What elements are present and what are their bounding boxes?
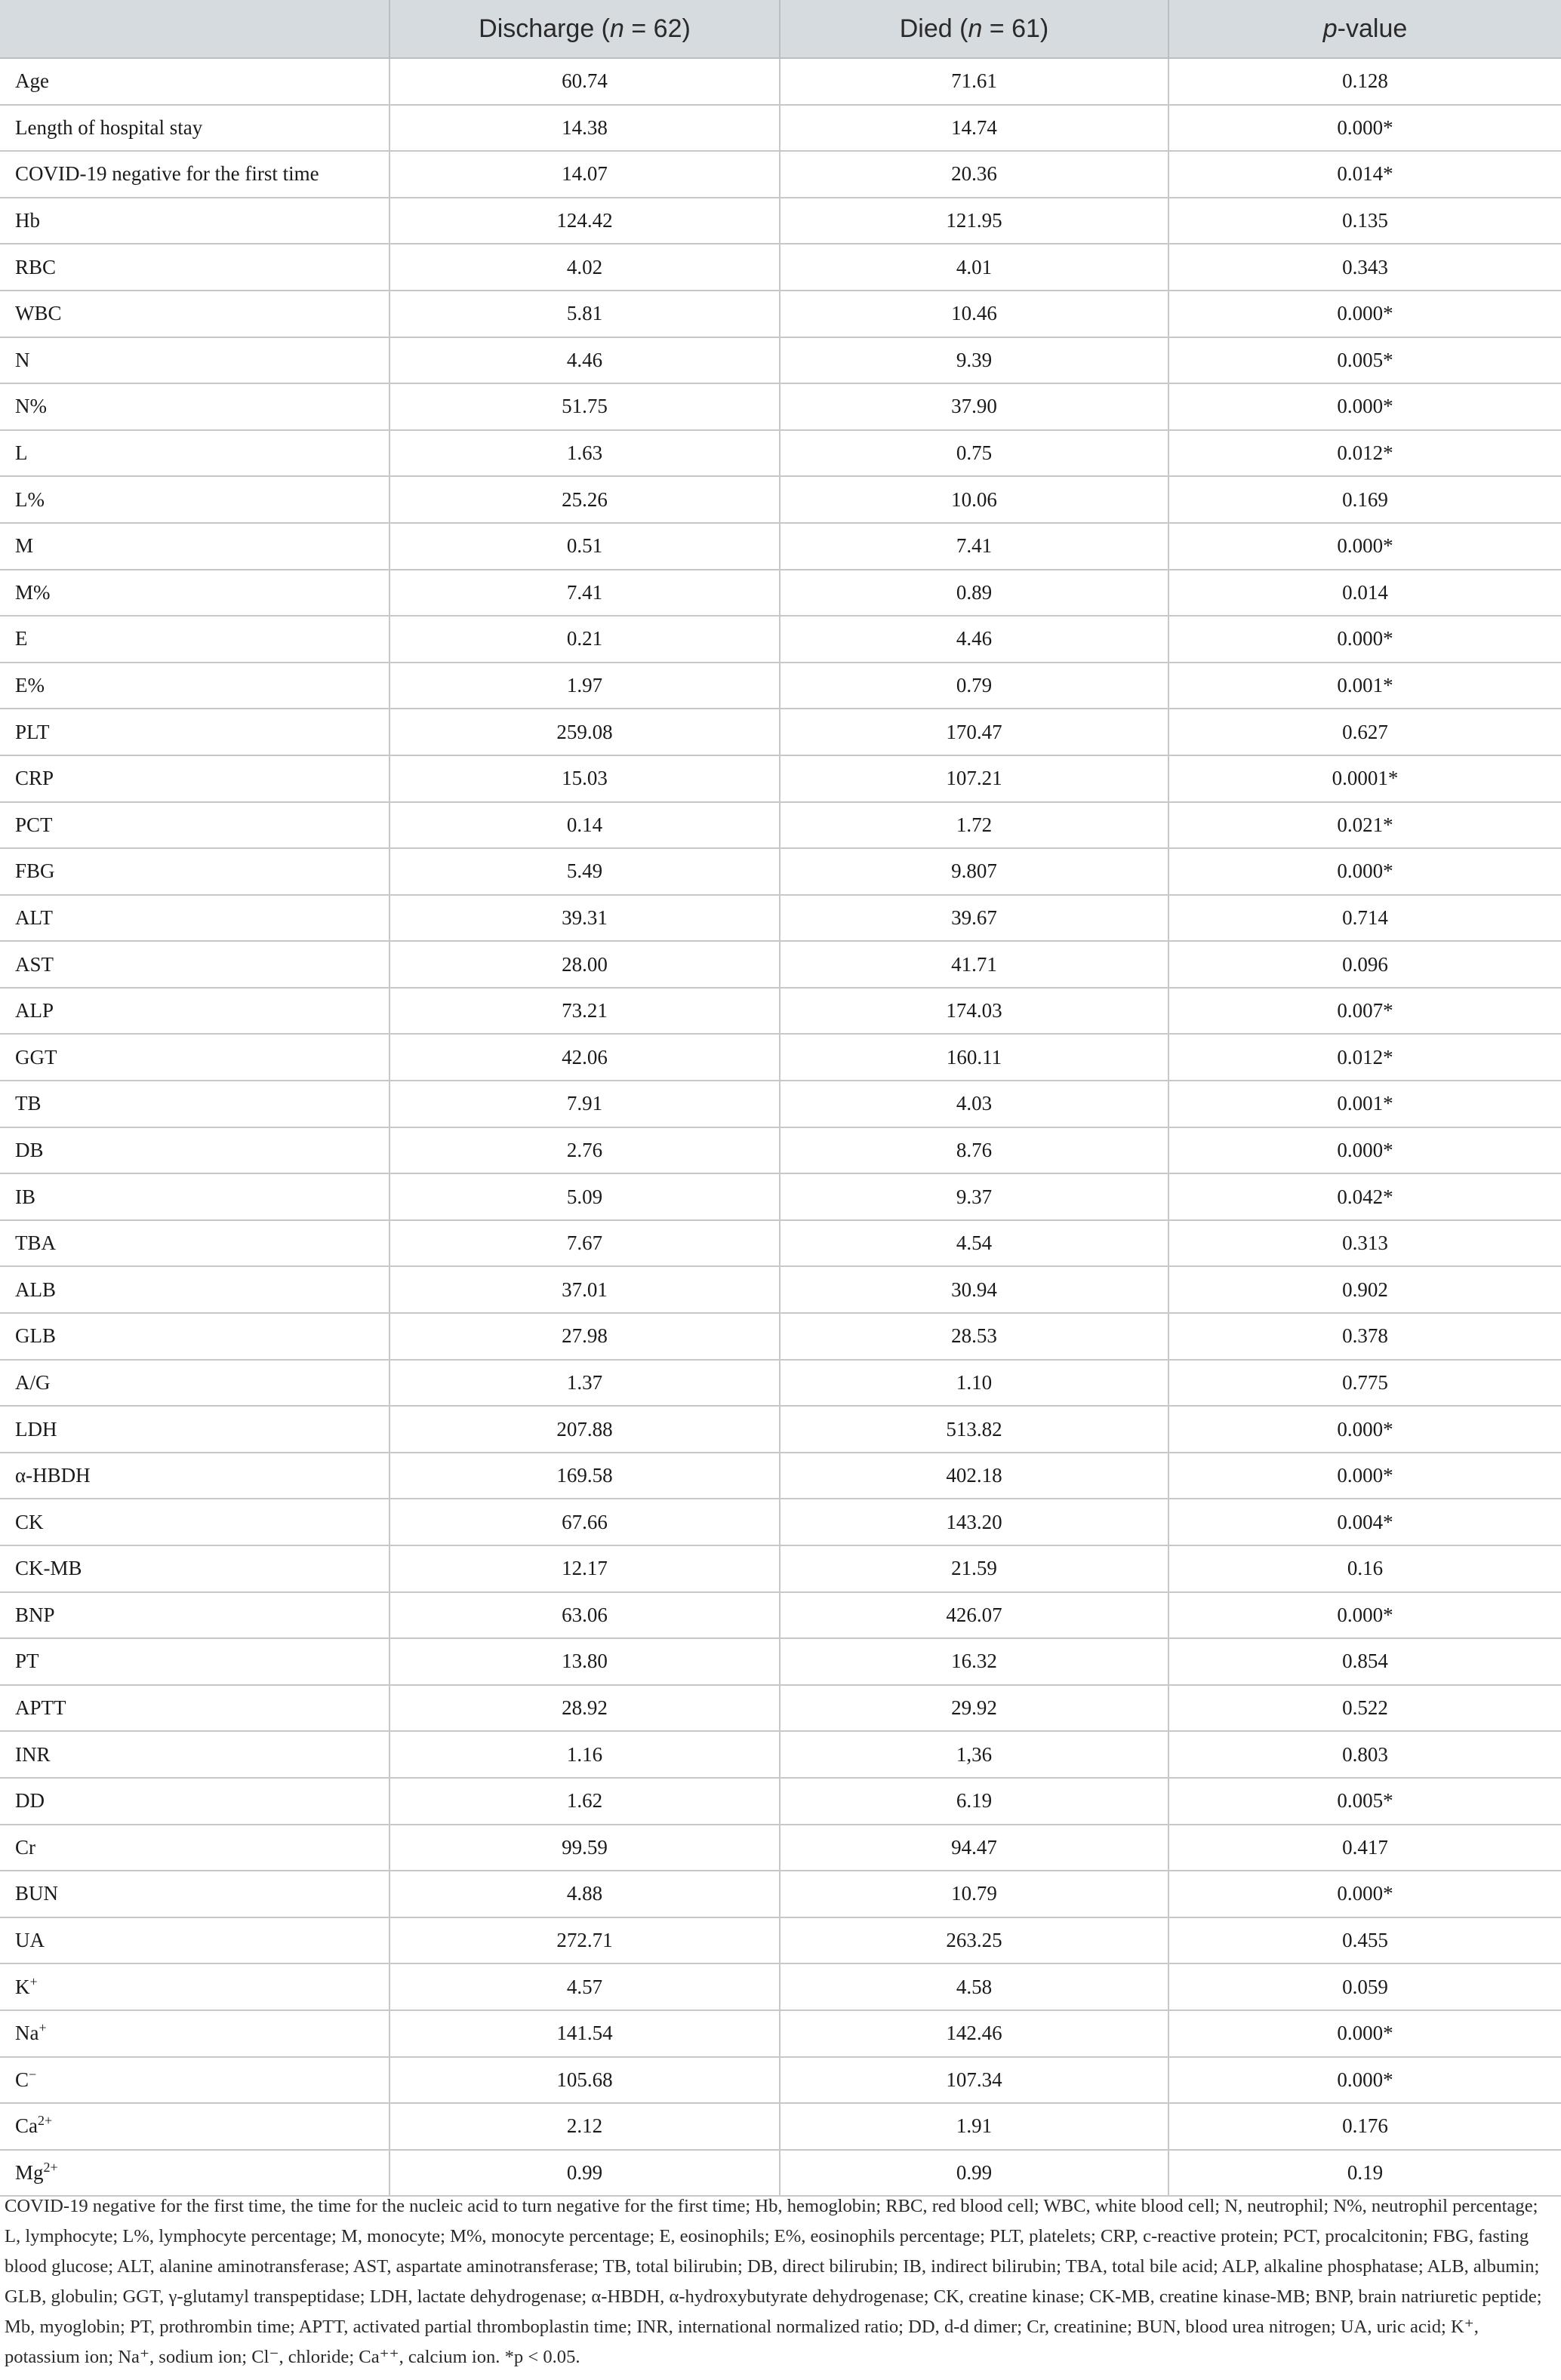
cell-discharge: 14.38 bbox=[389, 105, 780, 152]
cell-died: 37.90 bbox=[780, 383, 1168, 430]
row-label-text: E bbox=[15, 627, 28, 650]
row-label-text: ALB bbox=[15, 1278, 56, 1301]
header-row bbox=[0, 0, 1561, 58]
cell-died: 1.10 bbox=[780, 1360, 1168, 1407]
cell-p-value: 0.000* bbox=[1168, 1453, 1561, 1499]
row-label bbox=[0, 337, 389, 384]
row-label-text: UA bbox=[15, 1929, 45, 1952]
header-italic: p bbox=[1322, 14, 1338, 43]
table-row bbox=[0, 1406, 1561, 1453]
cell-discharge: 1.62 bbox=[389, 1778, 780, 1825]
row-label bbox=[0, 1406, 389, 1453]
row-label-text: E% bbox=[15, 674, 45, 697]
row-label bbox=[0, 1034, 389, 1081]
cell-died: 4.01 bbox=[780, 244, 1168, 291]
header-label-column bbox=[0, 0, 389, 58]
table-row bbox=[0, 848, 1561, 895]
cell-p-value: 0.176 bbox=[1168, 2103, 1561, 2150]
cell-discharge: 13.80 bbox=[389, 1638, 780, 1685]
cell-died: 94.47 bbox=[780, 1825, 1168, 1871]
cell-p-value: 0.803 bbox=[1168, 1731, 1561, 1778]
row-label bbox=[0, 1173, 389, 1220]
table-row bbox=[0, 1731, 1561, 1778]
cell-discharge: 4.88 bbox=[389, 1871, 780, 1917]
cell-died: 41.71 bbox=[780, 941, 1168, 988]
cell-discharge: 28.00 bbox=[389, 941, 780, 988]
header-text: -value bbox=[1337, 14, 1408, 43]
table-row bbox=[0, 1871, 1561, 1917]
cell-discharge: 7.41 bbox=[389, 570, 780, 617]
cell-p-value: 0.455 bbox=[1168, 1917, 1561, 1964]
cell-discharge: 99.59 bbox=[389, 1825, 780, 1871]
cell-p-value: 0.014* bbox=[1168, 151, 1561, 198]
table-row bbox=[0, 941, 1561, 988]
row-label-text: N bbox=[15, 348, 30, 371]
cell-discharge: 5.49 bbox=[389, 848, 780, 895]
cell-discharge: 12.17 bbox=[389, 1545, 780, 1592]
cell-p-value: 0.059 bbox=[1168, 1963, 1561, 2010]
cell-p-value: 0.169 bbox=[1168, 476, 1561, 523]
row-label-superscript: + bbox=[29, 1973, 38, 1989]
cell-p-value: 0.000* bbox=[1168, 1406, 1561, 1453]
cell-p-value: 0.000* bbox=[1168, 105, 1561, 152]
cell-died: 107.34 bbox=[780, 2057, 1168, 2104]
cell-died: 402.18 bbox=[780, 1453, 1168, 1499]
cell-p-value: 0.012* bbox=[1168, 1034, 1561, 1081]
row-label bbox=[0, 244, 389, 291]
cell-discharge: 67.66 bbox=[389, 1499, 780, 1545]
row-label bbox=[0, 755, 389, 802]
cell-p-value: 0.854 bbox=[1168, 1638, 1561, 1685]
row-label bbox=[0, 1685, 389, 1732]
row-label bbox=[0, 1731, 389, 1778]
row-label bbox=[0, 2010, 389, 2057]
cell-p-value: 0.313 bbox=[1168, 1220, 1561, 1267]
cell-discharge: 1.97 bbox=[389, 663, 780, 709]
header-text: = 61) bbox=[982, 14, 1049, 43]
table-row bbox=[0, 1825, 1561, 1871]
table-row bbox=[0, 988, 1561, 1035]
cell-p-value: 0.000* bbox=[1168, 291, 1561, 337]
row-label-text: α-HBDH bbox=[15, 1464, 91, 1487]
cell-died: 21.59 bbox=[780, 1545, 1168, 1592]
row-label-text: AST bbox=[15, 952, 54, 976]
cell-died: 426.07 bbox=[780, 1592, 1168, 1639]
cell-p-value: 0.902 bbox=[1168, 1266, 1561, 1313]
row-label bbox=[0, 1220, 389, 1267]
row-label-text: Na bbox=[15, 2022, 39, 2045]
row-label bbox=[0, 2150, 389, 2197]
cell-died: 10.46 bbox=[780, 291, 1168, 337]
table-row bbox=[0, 105, 1561, 152]
cell-discharge: 1.37 bbox=[389, 1360, 780, 1407]
cell-died: 160.11 bbox=[780, 1034, 1168, 1081]
row-label bbox=[0, 58, 389, 105]
row-label bbox=[0, 1638, 389, 1685]
cell-discharge: 25.26 bbox=[389, 476, 780, 523]
cell-discharge: 4.02 bbox=[389, 244, 780, 291]
row-label bbox=[0, 105, 389, 152]
row-label-text: Mg bbox=[15, 2161, 44, 2185]
cell-discharge: 0.14 bbox=[389, 802, 780, 849]
cell-died: 263.25 bbox=[780, 1917, 1168, 1964]
row-label-text: K bbox=[15, 1975, 30, 1998]
cell-discharge: 5.81 bbox=[389, 291, 780, 337]
row-label-text: CK-MB bbox=[15, 1557, 82, 1580]
cell-died: 39.67 bbox=[780, 895, 1168, 942]
row-label bbox=[0, 570, 389, 617]
cell-discharge: 28.92 bbox=[389, 1685, 780, 1732]
row-label-text: FBG bbox=[15, 859, 55, 883]
row-label bbox=[0, 151, 389, 198]
cell-p-value: 0.021* bbox=[1168, 802, 1561, 849]
row-label bbox=[0, 709, 389, 755]
row-label bbox=[0, 1266, 389, 1313]
table-row bbox=[0, 1220, 1561, 1267]
table-row bbox=[0, 1963, 1561, 2010]
table-row bbox=[0, 2150, 1561, 2197]
table-row bbox=[0, 383, 1561, 430]
table-row bbox=[0, 1638, 1561, 1685]
cell-discharge: 0.99 bbox=[389, 2150, 780, 2197]
cell-discharge: 14.07 bbox=[389, 151, 780, 198]
cell-p-value: 0.000* bbox=[1168, 383, 1561, 430]
row-label bbox=[0, 1963, 389, 2010]
table-row bbox=[0, 1499, 1561, 1545]
cell-p-value: 0.000* bbox=[1168, 1592, 1561, 1639]
row-label-text: GLB bbox=[15, 1324, 56, 1348]
table-row bbox=[0, 2010, 1561, 2057]
cell-p-value: 0.014 bbox=[1168, 570, 1561, 617]
table-row bbox=[0, 244, 1561, 291]
cell-died: 4.46 bbox=[780, 616, 1168, 663]
cell-p-value: 0.000* bbox=[1168, 616, 1561, 663]
table-row bbox=[0, 2057, 1561, 2104]
cell-discharge: 7.91 bbox=[389, 1081, 780, 1127]
table-row bbox=[0, 616, 1561, 663]
table-row bbox=[0, 1778, 1561, 1825]
header-text: Died ( bbox=[899, 14, 968, 43]
cell-died: 170.47 bbox=[780, 709, 1168, 755]
row-label bbox=[0, 895, 389, 942]
row-label-text: INR bbox=[15, 1742, 51, 1766]
row-label-text: L bbox=[15, 441, 28, 465]
table-row bbox=[0, 1917, 1561, 1964]
cell-died: 16.32 bbox=[780, 1638, 1168, 1685]
cell-died: 10.06 bbox=[780, 476, 1168, 523]
cell-died: 1.91 bbox=[780, 2103, 1168, 2150]
row-label bbox=[0, 523, 389, 570]
table-row bbox=[0, 895, 1561, 942]
cell-p-value: 0.007* bbox=[1168, 988, 1561, 1035]
cell-p-value: 0.042* bbox=[1168, 1173, 1561, 1220]
table-row bbox=[0, 198, 1561, 244]
row-label bbox=[0, 848, 389, 895]
row-label-text: LDH bbox=[15, 1417, 57, 1441]
table-row bbox=[0, 709, 1561, 755]
cell-p-value: 0.775 bbox=[1168, 1360, 1561, 1407]
header-p-value bbox=[1168, 0, 1561, 58]
table-row bbox=[0, 802, 1561, 849]
cell-discharge: 7.67 bbox=[389, 1220, 780, 1267]
table-row bbox=[0, 1685, 1561, 1732]
row-label-text: TBA bbox=[15, 1232, 56, 1255]
cell-p-value: 0.128 bbox=[1168, 58, 1561, 105]
cell-died: 0.79 bbox=[780, 663, 1168, 709]
cell-p-value: 0.000* bbox=[1168, 523, 1561, 570]
cell-died: 1.72 bbox=[780, 802, 1168, 849]
cell-died: 1,36 bbox=[780, 1731, 1168, 1778]
table-row bbox=[0, 1034, 1561, 1081]
cell-discharge: 124.42 bbox=[389, 198, 780, 244]
header-italic: n bbox=[610, 14, 624, 43]
row-label-text: APTT bbox=[15, 1696, 66, 1720]
row-label-text: C bbox=[15, 2068, 29, 2091]
table-row bbox=[0, 151, 1561, 198]
cell-died: 7.41 bbox=[780, 523, 1168, 570]
cell-discharge: 4.46 bbox=[389, 337, 780, 384]
cell-p-value: 0.16 bbox=[1168, 1545, 1561, 1592]
row-label-text: Ca bbox=[15, 2114, 38, 2138]
row-label-text: PLT bbox=[15, 720, 50, 743]
cell-p-value: 0.000* bbox=[1168, 2057, 1561, 2104]
row-label-text: Hb bbox=[15, 209, 40, 232]
cell-discharge: 42.06 bbox=[389, 1034, 780, 1081]
cell-died: 30.94 bbox=[780, 1266, 1168, 1313]
cell-discharge: 5.09 bbox=[389, 1173, 780, 1220]
cell-discharge: 60.74 bbox=[389, 58, 780, 105]
row-label bbox=[0, 2057, 389, 2104]
row-label bbox=[0, 802, 389, 849]
row-label-superscript: 2+ bbox=[38, 2113, 53, 2129]
row-label bbox=[0, 430, 389, 477]
cell-died: 9.37 bbox=[780, 1173, 1168, 1220]
cell-discharge: 37.01 bbox=[389, 1266, 780, 1313]
row-label bbox=[0, 1360, 389, 1407]
row-label bbox=[0, 198, 389, 244]
cell-died: 4.03 bbox=[780, 1081, 1168, 1127]
table-row bbox=[0, 291, 1561, 337]
row-label bbox=[0, 291, 389, 337]
table-row bbox=[0, 1592, 1561, 1639]
table-row bbox=[0, 2103, 1561, 2150]
cell-p-value: 0.343 bbox=[1168, 244, 1561, 291]
cell-p-value: 0.000* bbox=[1168, 2010, 1561, 2057]
row-label-text: N% bbox=[15, 395, 47, 418]
row-label-text: GGT bbox=[15, 1045, 57, 1069]
cell-discharge: 51.75 bbox=[389, 383, 780, 430]
row-label-text: TB bbox=[15, 1092, 42, 1115]
table-row bbox=[0, 1360, 1561, 1407]
cell-p-value: 0.000* bbox=[1168, 848, 1561, 895]
table-row bbox=[0, 570, 1561, 617]
cell-died: 9.807 bbox=[780, 848, 1168, 895]
row-label-text: PT bbox=[15, 1650, 39, 1673]
row-label bbox=[0, 1917, 389, 1964]
cell-p-value: 0.000* bbox=[1168, 1871, 1561, 1917]
row-label bbox=[0, 1313, 389, 1360]
cell-died: 14.74 bbox=[780, 105, 1168, 152]
cell-p-value: 0.001* bbox=[1168, 663, 1561, 709]
table-row bbox=[0, 476, 1561, 523]
cell-died: 29.92 bbox=[780, 1685, 1168, 1732]
cell-died: 4.58 bbox=[780, 1963, 1168, 2010]
row-label bbox=[0, 476, 389, 523]
cell-discharge: 63.06 bbox=[389, 1592, 780, 1639]
cell-died: 142.46 bbox=[780, 2010, 1168, 2057]
cell-p-value: 0.0001* bbox=[1168, 755, 1561, 802]
cell-died: 9.39 bbox=[780, 337, 1168, 384]
table-row bbox=[0, 337, 1561, 384]
row-label-text: WBC bbox=[15, 302, 62, 325]
row-label bbox=[0, 616, 389, 663]
row-label-text: BUN bbox=[15, 1882, 59, 1905]
row-label bbox=[0, 1592, 389, 1639]
row-label bbox=[0, 1127, 389, 1174]
row-label-text: DD bbox=[15, 1789, 45, 1813]
row-label-text: Age bbox=[15, 69, 49, 93]
cell-died: 121.95 bbox=[780, 198, 1168, 244]
cell-died: 8.76 bbox=[780, 1127, 1168, 1174]
table-row bbox=[0, 755, 1561, 802]
row-label bbox=[0, 1778, 389, 1825]
row-label bbox=[0, 1081, 389, 1127]
cell-died: 143.20 bbox=[780, 1499, 1168, 1545]
cell-discharge: 73.21 bbox=[389, 988, 780, 1035]
header-discharge bbox=[389, 0, 780, 58]
row-label-text: M% bbox=[15, 580, 51, 604]
row-label-text: CK bbox=[15, 1510, 44, 1533]
header-died bbox=[780, 0, 1168, 58]
table-row bbox=[0, 1127, 1561, 1174]
table-row bbox=[0, 663, 1561, 709]
row-label-superscript: − bbox=[29, 2066, 37, 2082]
cell-died: 4.54 bbox=[780, 1220, 1168, 1267]
cell-p-value: 0.000* bbox=[1168, 1127, 1561, 1174]
cell-p-value: 0.417 bbox=[1168, 1825, 1561, 1871]
cell-p-value: 0.19 bbox=[1168, 2150, 1561, 2197]
cell-died: 20.36 bbox=[780, 151, 1168, 198]
row-label bbox=[0, 1499, 389, 1545]
row-label bbox=[0, 1825, 389, 1871]
cell-died: 107.21 bbox=[780, 755, 1168, 802]
cell-discharge: 207.88 bbox=[389, 1406, 780, 1453]
cell-p-value: 0.378 bbox=[1168, 1313, 1561, 1360]
row-label-text: ALP bbox=[15, 999, 54, 1022]
cell-discharge: 2.12 bbox=[389, 2103, 780, 2150]
cell-p-value: 0.005* bbox=[1168, 337, 1561, 384]
row-label bbox=[0, 663, 389, 709]
table-row bbox=[0, 1081, 1561, 1127]
cell-p-value: 0.004* bbox=[1168, 1499, 1561, 1545]
row-label-text: BNP bbox=[15, 1603, 55, 1626]
row-label bbox=[0, 1871, 389, 1917]
cell-died: 0.89 bbox=[780, 570, 1168, 617]
cell-died: 6.19 bbox=[780, 1778, 1168, 1825]
row-label bbox=[0, 1453, 389, 1499]
cell-p-value: 0.012* bbox=[1168, 430, 1561, 477]
row-label-text: L% bbox=[15, 487, 45, 511]
row-label bbox=[0, 941, 389, 988]
header-text: Discharge ( bbox=[479, 14, 611, 43]
row-label-text: A/G bbox=[15, 1370, 51, 1394]
cell-p-value: 0.005* bbox=[1168, 1778, 1561, 1825]
cell-died: 28.53 bbox=[780, 1313, 1168, 1360]
cell-p-value: 0.135 bbox=[1168, 198, 1561, 244]
cell-discharge: 105.68 bbox=[389, 2057, 780, 2104]
cell-p-value: 0.627 bbox=[1168, 709, 1561, 755]
table-row bbox=[0, 523, 1561, 570]
cell-discharge: 0.51 bbox=[389, 523, 780, 570]
table-row bbox=[0, 1173, 1561, 1220]
cell-discharge: 2.76 bbox=[389, 1127, 780, 1174]
row-label-text: COVID-19 negative for the first time bbox=[15, 162, 319, 186]
table-row bbox=[0, 430, 1561, 477]
cell-died: 513.82 bbox=[780, 1406, 1168, 1453]
row-label-superscript: 2+ bbox=[43, 2160, 58, 2176]
table-row bbox=[0, 1266, 1561, 1313]
cell-died: 174.03 bbox=[780, 988, 1168, 1035]
cell-died: 0.99 bbox=[780, 2150, 1168, 2197]
cell-discharge: 15.03 bbox=[389, 755, 780, 802]
row-label-text: Cr bbox=[15, 1835, 35, 1859]
cell-discharge: 259.08 bbox=[389, 709, 780, 755]
cell-p-value: 0.714 bbox=[1168, 895, 1561, 942]
row-label-superscript: + bbox=[38, 2020, 47, 2036]
table-row bbox=[0, 1545, 1561, 1592]
row-label bbox=[0, 1545, 389, 1592]
cell-discharge: 27.98 bbox=[389, 1313, 780, 1360]
row-label bbox=[0, 988, 389, 1035]
cell-discharge: 4.57 bbox=[389, 1963, 780, 2010]
cell-p-value: 0.522 bbox=[1168, 1685, 1561, 1732]
header-italic: n bbox=[968, 14, 983, 43]
cell-discharge: 1.16 bbox=[389, 1731, 780, 1778]
row-label bbox=[0, 383, 389, 430]
table-row bbox=[0, 1313, 1561, 1360]
table-footnote: COVID-19 negative for the first time, the time for the nucleic acid to turn negative for the first time; Hb, hemoglobin; RBC, red blood cell; WBC, white blood cell; N, neutrophil; N%, neutrophil percentage; L, lymphocyte; L%, lymphocyte percentage; M, monocyte; M%, monocyte percentage; E, eosinophils; E%, eosinophils percentage; PLT, platelets; CRP, c-reactive protein; PCT, procalcitonin; FBG, fasting blood glucose; ALT, alanine aminotransferase; AST, aspartate aminotransferase; TB, total bilirubin; DB, direct bilirubin; IB, indirect bilirubin; TBA, total bile acid; ALP, alkaline phosphatase; ALB, albumin; GLB, globulin; GGT, γ-glutamyl transpeptidase; LDH, lactate dehydrogenase; α-HBDH, α-hydroxybutyrate dehydrogenase; CK, creatine kinase; CK-MB, creatine kinase-MB; BNP, brain natriuretic peptide; Mb, myoglobin; PT, prothrombin time; APTT, activated partial thromboplastin time; INR, international normalized ratio; DD, d-d dimer; Cr, creatinine; BUN, blood urea nitrogen; UA, uric acid; K⁺, potassium ion; Na⁺, sodium ion; Cl⁻, chloride; Ca⁺⁺, calcium ion. *p < 0.05. bbox=[5, 2196, 1542, 2367]
row-label-text: RBC bbox=[15, 255, 57, 278]
cell-p-value: 0.096 bbox=[1168, 941, 1561, 988]
row-label-text: M bbox=[15, 534, 34, 558]
row-label-text: PCT bbox=[15, 813, 53, 836]
table-body bbox=[0, 58, 1561, 2196]
row-label-text: ALT bbox=[15, 906, 54, 929]
cell-died: 0.75 bbox=[780, 430, 1168, 477]
row-label-text: Length of hospital stay bbox=[15, 115, 203, 139]
cell-discharge: 0.21 bbox=[389, 616, 780, 663]
cell-died: 71.61 bbox=[780, 58, 1168, 105]
cell-died: 10.79 bbox=[780, 1871, 1168, 1917]
table-row bbox=[0, 1453, 1561, 1499]
table-row bbox=[0, 58, 1561, 105]
row-label-text: DB bbox=[15, 1138, 44, 1161]
cell-p-value: 0.001* bbox=[1168, 1081, 1561, 1127]
row-label bbox=[0, 2103, 389, 2150]
table-header bbox=[0, 0, 1561, 58]
cell-discharge: 1.63 bbox=[389, 430, 780, 477]
header-text: = 62) bbox=[623, 14, 691, 43]
cell-discharge: 169.58 bbox=[389, 1453, 780, 1499]
row-label-text: IB bbox=[15, 1185, 35, 1208]
cell-discharge: 272.71 bbox=[389, 1917, 780, 1964]
row-label-text: CRP bbox=[15, 767, 54, 790]
cell-discharge: 141.54 bbox=[389, 2010, 780, 2057]
cell-discharge: 39.31 bbox=[389, 895, 780, 942]
